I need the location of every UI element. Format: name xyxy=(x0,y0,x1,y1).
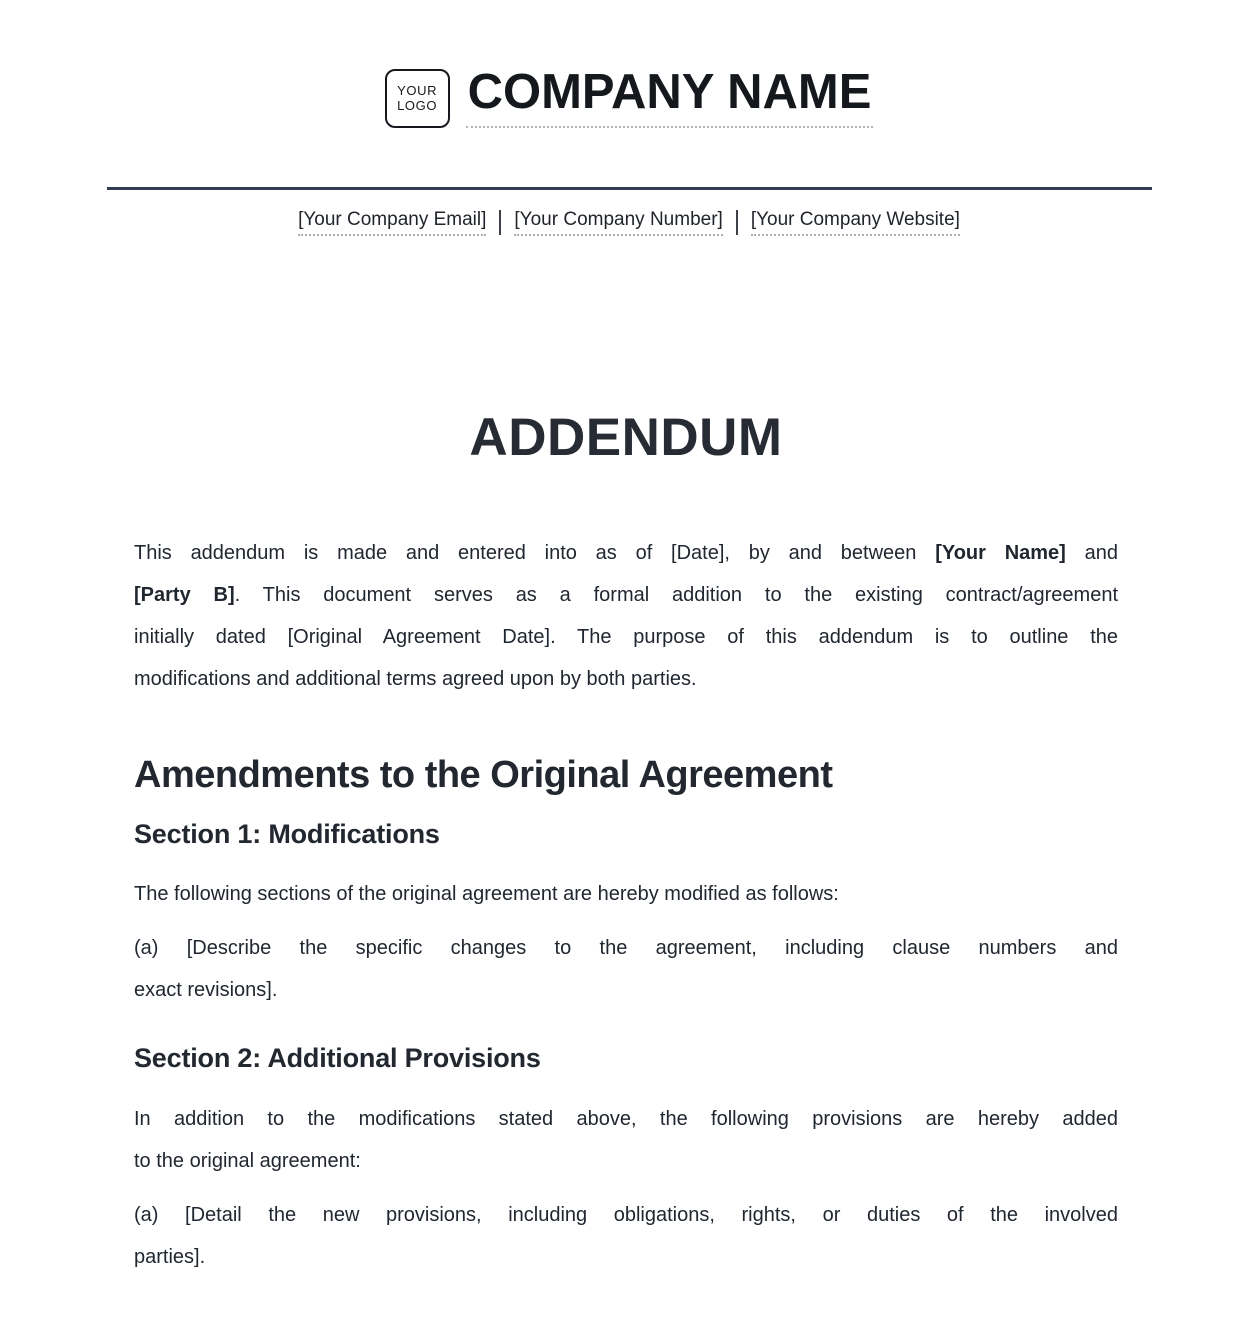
company-number-field[interactable]: [Your Company Number] xyxy=(514,209,722,236)
document-body xyxy=(134,409,1118,1278)
section-additional-provisions xyxy=(134,1042,1118,1277)
section-1-clause-a: (a) [Describe the specific changes to the agreement, including clause numbers and exact revisions]. xyxy=(134,937,1118,1002)
company-website-field[interactable]: [Your Company Website] xyxy=(751,209,960,236)
logo-text-line2: LOGO xyxy=(397,97,438,113)
intro-paragraph: This addendum is made and entered into as of [Date], by and between [Your Name] and [Party B]. This document serves as a formal addition to the existing contract/agreement initially dated [Original Agreement Date]. The purpose of this addendum is to outline the modifications and additional terms agreed upon by both parties. xyxy=(134,542,1118,691)
section-2-title: Section 2: Additional Provisions xyxy=(134,1043,541,1074)
contact-line xyxy=(0,209,1258,236)
logo-text-line1: YOUR xyxy=(397,82,438,98)
logo-placeholder[interactable] xyxy=(385,69,450,128)
section-1-lead: The following sections of the original agreement are hereby modified as follows: xyxy=(134,883,839,906)
section-2-clause-a: (a) [Detail the new provisions, including obligations, rights, or duties of the involved parties]. xyxy=(134,1203,1118,1268)
section-2-lead: In addition to the modifications stated above, the following provisions are hereby added to the original agreement: xyxy=(134,1107,1118,1172)
brand-row xyxy=(0,65,1258,128)
company-header xyxy=(0,0,1258,236)
amendments-heading: Amendments to the Original Agreement xyxy=(134,754,833,797)
separator-bar xyxy=(499,210,501,235)
company-name-field[interactable]: COMPANY NAME xyxy=(466,68,874,128)
company-email-field[interactable]: [Your Company Email] xyxy=(298,209,486,236)
section-modifications xyxy=(134,818,1118,1011)
section-1-title: Section 1: Modifications xyxy=(134,818,440,849)
header-divider xyxy=(107,187,1152,190)
separator-bar xyxy=(736,210,738,235)
document-title: ADDENDUM xyxy=(469,408,783,467)
